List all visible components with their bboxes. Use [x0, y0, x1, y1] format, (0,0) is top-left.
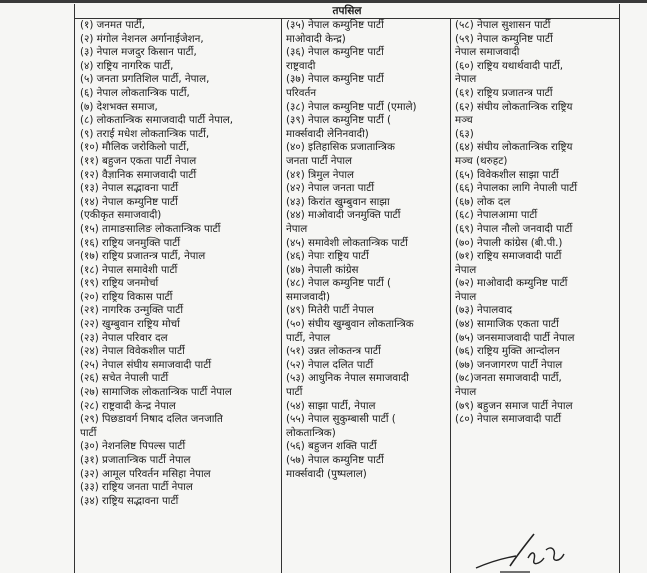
signature-mark: [470, 528, 570, 573]
party-entry: (५१) उन्नत लोकतन्त्र पार्टी: [286, 345, 381, 358]
party-entry: मञ्च: [455, 114, 473, 127]
party-entry: (२९) पिछडावर्ग निषाद दलित जनजाति: [80, 413, 223, 426]
party-entry: (७२) माओवादी कम्युनिष्ट पार्टी: [455, 277, 568, 290]
party-entry: नेपाल: [455, 263, 477, 276]
party-entry: (३६) नेपाल कम्युनिष्ट पार्टी: [286, 46, 384, 59]
party-entry: (६०) राष्ट्रिय यथार्थवादी पार्टी,: [455, 59, 564, 72]
party-entry: (१३) नेपाल सद्भावना पार्टी: [80, 182, 179, 195]
party-entry: (५८) नेपाल सुशासन पार्टी: [455, 19, 551, 31]
party-entry: (११) बहुजन एकता पार्टी नेपाल: [80, 154, 197, 167]
party-entry: नेपाल: [455, 386, 477, 399]
party-entry: (४५) समावेशी लोकतान्त्रिक पार्टी: [286, 236, 408, 249]
party-entry: (१४) नेपाल कम्युनिष्ट पार्टी: [80, 195, 178, 208]
party-entry: (३५) नेपाल कम्युनिष्ट पार्टी: [286, 19, 384, 31]
party-entry: (७) देशभक्त समाज,: [80, 100, 158, 113]
party-entry: नेपाल समाजवादी: [455, 46, 520, 59]
party-entry: (९) तराई मधेश लोकतान्त्रिक पार्टी,: [80, 127, 210, 140]
party-entry: (६१) राष्ट्रिय प्रजातन्त्र पार्टी: [455, 86, 553, 99]
party-entry: (२७) सामाजिक लोकतान्त्रिक पार्टी नेपाल: [80, 386, 232, 399]
party-entry: (२५) नेपाल संघीय समाजवादी पार्टी: [80, 358, 212, 371]
party-entry: (८०) नेपाल समाजवादी पार्टी: [455, 413, 562, 426]
party-entry: (४३) किरांत खुम्बुवान साझा: [286, 195, 390, 208]
party-entry: परिवर्तन: [286, 86, 317, 99]
party-entry: (२१) नागरिक उन्मुक्ति पार्टी: [80, 304, 184, 317]
party-entry: (७५) जनसमाजवादी पार्टी नेपाल: [455, 331, 575, 344]
party-entry: (३१) प्रजातान्त्रिक पार्टी नेपाल: [80, 454, 191, 466]
party-entry: (४६) नेपाः राष्ट्रिय पार्टी: [286, 250, 369, 263]
party-entry: (६२) संघीय लोकतान्त्रिक राष्ट्रिय: [455, 100, 573, 113]
party-entry: (७८)जनता समाजवादी पार्टी,: [455, 372, 562, 385]
party-entry: माओवादी केन्द्र): [286, 32, 346, 45]
party-entry: (७६) राष्ट्रिय मुक्ति आन्दोलन: [455, 345, 560, 358]
column-2: [282, 19, 451, 573]
column-1: [75, 19, 282, 573]
party-entry: नेपाल: [286, 222, 308, 235]
party-entry: (१९) राष्ट्रिय जनमोर्चा: [80, 277, 159, 290]
party-entry: (३२) आमूल परिवर्तन मसिहा नेपाल: [80, 467, 211, 480]
party-entry: (७०) नेपाली कांग्रेस (बी.पी.): [455, 236, 563, 249]
party-entry: (१७) राष्ट्रिय प्रजातन्त्र पार्टी, नेपाल: [80, 250, 206, 263]
party-entry: (५७) नेपाल कम्युनिष्ट पार्टी: [286, 454, 384, 466]
party-entry: जनता पार्टी नेपाल: [286, 154, 353, 167]
party-entry: (२४) नेपाल विवेकशील पार्टी: [80, 345, 185, 358]
party-entry: राष्ट्रवादी: [286, 59, 316, 72]
party-entry: (६३): [455, 127, 474, 140]
party-entry: लोकतान्त्रिक): [286, 426, 336, 439]
party-entry: (५२) नेपाल दलित पार्टी: [286, 358, 374, 371]
column-3: [451, 19, 619, 573]
party-entry: (६९) नेपाल नौलो जनवादी पार्टी: [455, 222, 573, 235]
party-entry: (३३) राष्ट्रिय जनता पार्टी नेपाल: [80, 481, 193, 494]
party-entry: (एकीकृत समाजवादी): [80, 209, 162, 222]
party-entry: (१२) वैज्ञानिक समाजवादी पार्टी: [80, 168, 197, 181]
party-entry: (३७) नेपाल कम्युनिष्ट पार्टी: [286, 73, 384, 86]
table-header: तपसिल: [75, 4, 619, 19]
party-entry: (१०) मौलिक जरोकिलो पार्टी,: [80, 141, 190, 154]
party-entry: (६८) नेपालआमा पार्टी: [455, 209, 538, 222]
party-entry: समाजवादी): [286, 290, 330, 303]
party-entry: (५४) साझा पार्टी, नेपाल: [286, 399, 376, 412]
party-entry: (४८) नेपाल कम्युनिष्ट पार्टी (: [286, 277, 392, 290]
party-entry: (७३) नेपालवाद: [455, 304, 513, 317]
party-entry: नेपाल: [455, 290, 477, 303]
party-entry: (१५) तामाङसालिङ लोकतान्त्रिक पार्टी: [80, 222, 221, 235]
party-entry: (३) नेपाल मजदुर किसान पार्टी,: [80, 46, 197, 59]
party-entry: (८) लोकतान्त्रिक समाजवादी पार्टी नेपाल,: [80, 114, 233, 127]
party-entry: (७७) जनजागरण पार्टी नेपाल: [455, 358, 563, 371]
party-entry: (१८) नेपाल समावेशी पार्टी: [80, 263, 178, 276]
party-entry: (३९) नेपाल कम्युनिष्ट पार्टी (: [286, 114, 392, 127]
party-entry: (५९) नेपाल कम्युनिष्ट पार्टी: [455, 32, 553, 45]
party-entry: (१६) राष्ट्रिय जनमुक्ति पार्टी: [80, 236, 181, 249]
party-table: [74, 4, 620, 573]
party-entry: (६४) संघीय लोकतान्त्रिक राष्ट्रिय: [455, 141, 573, 154]
party-entry: (७१) राष्ट्रिय समाजवादी पार्टी: [455, 250, 562, 263]
party-entry: पार्टी: [286, 386, 303, 399]
top-border: [0, 0, 647, 3]
party-entry: मार्क्सवादी (पुष्पलाल): [286, 467, 367, 480]
party-entry: (२८) राष्ट्रवादी केन्द्र नेपाल: [80, 399, 176, 412]
party-entry: (२३) नेपाल परिवार दल: [80, 331, 168, 344]
party-entry: (२) मंगोल नेशनल अर्गानाईजेशन,: [80, 32, 204, 45]
party-entry: (७४) सामाजिक एकता पार्टी: [455, 318, 559, 331]
party-entry: (५३) आधुनिक नेपाल समाजवादी: [286, 372, 409, 385]
party-entry: (६७) लोक दल: [455, 195, 511, 208]
party-entry: (५) जनता प्रगतिशिल पार्टी, नेपाल,: [80, 73, 210, 86]
party-entry: पार्टी, नेपाल: [286, 331, 331, 344]
party-entry: (६५) विवेकशील साझा पार्टी: [455, 168, 559, 181]
party-entry: (६) नेपाल लोकतान्त्रिक पार्टी,: [80, 86, 190, 99]
party-entry: (७९) बहुजन समाज पार्टी नेपाल: [455, 399, 573, 412]
party-entry: मार्क्सवादी लेनिनवादी): [286, 127, 369, 140]
party-entry: (४१) त्रिमुल नेपाल: [286, 168, 354, 181]
party-entry: (३०) नेशनलिष्ट पिपल्स पार्टी: [80, 440, 186, 453]
party-entry: (४७) नेपाली कांग्रेस: [286, 263, 359, 276]
party-entry: (४२) नेपाल जनता पार्टी: [286, 182, 375, 195]
party-entry: पार्टी: [80, 426, 97, 439]
party-entry: (६६) नेपालका लागि नेपाली पार्टी: [455, 182, 577, 195]
party-entry: (४०) इतिहासिक प्रजातान्त्रिक: [286, 141, 395, 154]
party-entry: (४९) मितेरी पार्टी नेपाल: [286, 304, 374, 317]
party-entry: (२०) राष्ट्रिय विकास पार्टी: [80, 290, 173, 303]
party-entry: नेपाल: [455, 73, 477, 86]
party-entry: (३४) राष्ट्रिय सद्भावना पार्टी: [80, 494, 179, 507]
party-entry: (४४) माओवादी जनमुक्ति पार्टी: [286, 209, 401, 222]
party-entry: (४) राष्ट्रिय नागरिक पार्टी,: [80, 59, 174, 72]
party-entry: (३८) नेपाल कम्युनिष्ट पार्टी (एमाले): [286, 100, 417, 113]
party-entry: (२६) सचेत नेपाली पार्टी: [80, 372, 169, 385]
party-entry: (५५) नेपाल सुकुम्बासी पार्टी (: [286, 413, 396, 426]
party-entry: (१) जनमत पार्टी,: [80, 19, 145, 31]
party-entry: (५६) बहुजन शक्ति पार्टी: [286, 440, 377, 453]
party-entry: मञ्च (थरुहट): [455, 154, 508, 167]
party-entry: (५०) संघीय खुम्बुवान लोकतान्त्रिक: [286, 318, 414, 331]
party-entry: (२२) खुम्बुवान राष्ट्रिय मोर्चा: [80, 318, 180, 331]
